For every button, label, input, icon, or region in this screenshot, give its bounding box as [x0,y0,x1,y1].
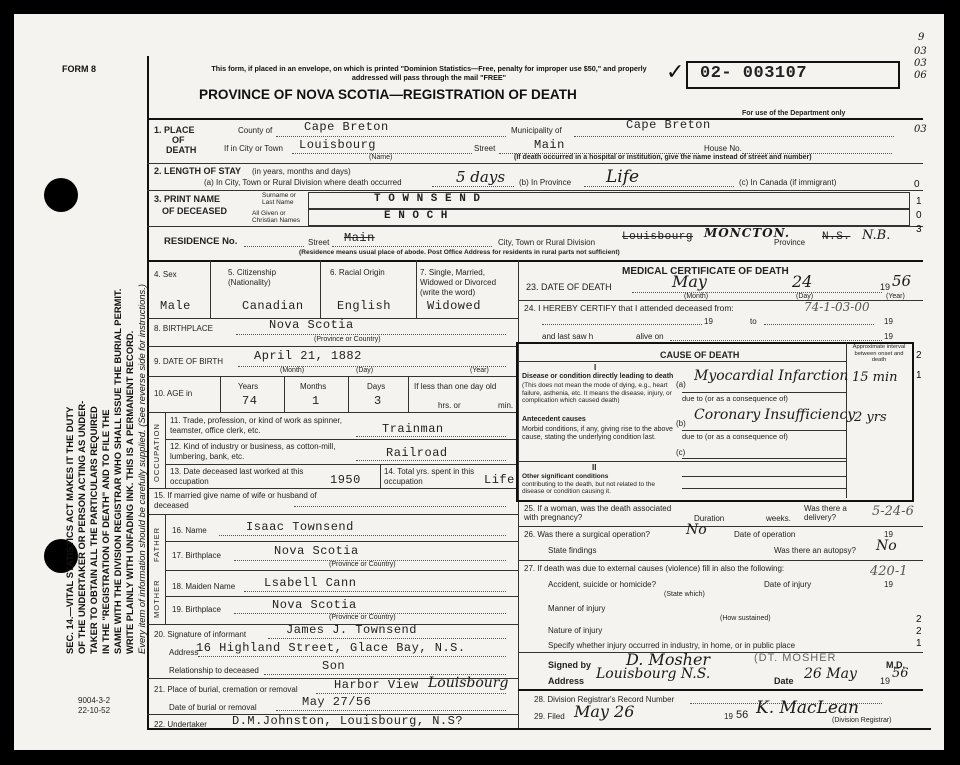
div-13-14 [380,464,381,488]
informant-address-line [198,656,506,657]
trade-line [356,436,506,437]
age-div-4 [408,376,409,412]
citizenship-label: 5. Citizenship (Nationality) [228,268,277,287]
cause-heading: CAUSE OF DEATH [660,350,740,360]
sig-year: 56 [892,666,909,681]
last-worked-label: 13. Date deceased last worked at this occupation [170,467,304,486]
birthplace-value: Nova Scotia [269,318,354,332]
death-day-sub: (Day) [796,293,814,300]
from-year: 19 [704,317,713,326]
margin-code-0b: 0 [916,210,922,221]
relationship-value: Son [322,659,346,673]
div-6-7 [416,260,417,318]
margin-code-06: 06 [914,70,927,81]
margin-code-1b: 1 [916,370,922,381]
residence-label: RESIDENCE No. [164,236,238,247]
stay-province-label: (b) In Province [519,178,572,187]
registrar-label: (Division Registrar) [832,717,892,724]
antecedent-label: Antecedent causes [522,416,586,423]
age-label: 10. AGE in [154,389,193,398]
print-code: 9004-3-2 22-10-52 [78,696,111,715]
rule-12 [165,439,518,440]
rule-registrar [518,689,923,691]
q27-code: 420-1 [870,564,908,579]
occupation-side-divider [165,412,166,488]
sex-value: Male [160,299,191,313]
rule-lower-top [147,260,923,262]
registration-number: 02- 003107 [700,64,808,83]
delivery-label: Was there a delivery? [804,504,847,522]
municipality-line [574,136,894,137]
county-label: County of [238,126,273,135]
given-value: E N O C H [384,210,448,222]
mother-side-label: MOTHER [152,579,161,618]
death-month-sub: (Month) [684,293,709,300]
death-day: 24 [792,272,813,291]
sidebar-line-2: OF THE UNDERTAKER OR PERSON ACTING AS UNDER- [76,400,87,654]
mother-birthplace-label: 19. Birthplace [172,605,221,614]
to-label: to [750,317,757,326]
name-sublabel: (Name) [369,154,393,161]
rule-19 [165,596,518,597]
stay-city-line [432,186,514,187]
father-birthplace-sub: (Province or Country) [329,561,396,568]
print-name-label-2: OF DECEASED [162,206,228,216]
age-months-value: 1 [312,394,320,408]
rule-27 [518,560,923,561]
stay-city-label: (a) In City, Town or Rural Division where death occurred [204,178,402,187]
cause-b-rule [682,430,846,431]
place-label-1: 1. PLACE [154,125,195,135]
autopsy-value: No [876,538,897,554]
father-name-line [219,535,506,536]
margin-code-1c: 1 [916,638,922,649]
disease-label: Disease or condition directly leading to death [522,373,674,380]
rule-11 [147,412,518,413]
age-div-3 [348,376,349,412]
spouse-line [294,506,506,507]
age-years-label: Years [238,382,259,391]
date-of-death-label: 23. DATE OF DEATH [526,282,612,292]
mother-name-line [244,591,506,592]
dob-year-sub: (Year) [470,367,489,374]
death-date-line [632,292,882,293]
part2-rule [518,461,846,462]
place-label-3: DEATH [166,145,197,155]
relationship-label: Relationship to deceased [169,666,259,675]
burial-place-value: Harbor View [334,678,419,692]
mother-name-label: 18. Maiden Name [172,582,236,591]
doctor-signature: D. Mosher [626,650,711,669]
residence-province-value: N.B. [862,228,891,243]
margin-code-2a: 2 [916,350,922,361]
residence-city-struck: Louisbourg [622,231,694,243]
rule-26 [518,526,923,527]
from-line [542,324,702,325]
industry-value: Railroad [386,446,448,460]
mother-birthplace-sub: (Province or Country) [329,614,396,621]
antecedent-note: Morbid conditions, if any, giving rise to the above cause, stating the underlying condition last. [522,426,673,441]
burial-date-value: May 27/56 [302,695,372,709]
informant-signature: James J. Townsend [286,623,417,637]
residence-province-struck: N.S. [822,231,851,243]
mother-name-value: Lsabell Cann [264,576,357,590]
md-label: M.D. [886,660,905,670]
q25-label: 25. If a woman, was the death associated with pregnancy? [524,504,672,522]
other-rule-2 [682,488,846,489]
cause-a-value: Myocardial Infarction [694,368,849,384]
birthplace-line [236,334,506,335]
racial-value: English [337,299,391,313]
sig-year-prefix: 19 [880,676,891,686]
min-label: min. [498,401,514,410]
margin-code-1a: 1 [916,196,922,207]
rule-9 [147,346,518,347]
marital-value: Widowed [427,299,481,313]
stay-canada-label: (c) In Canada (if immigrant) [739,178,837,187]
how-sustained: (How sustained) [720,615,771,622]
medical-heading: MEDICAL CERTIFICATE OF DEATH [622,266,789,277]
div-4-5 [210,260,211,318]
stay-city-value: 5 days [456,168,506,186]
margin-code-2c: 2 [916,626,922,637]
death-registration-form [14,14,944,750]
birthplace-label: 8. BIRTHPLACE [154,324,213,333]
place-label-2: OF [172,135,185,145]
nature-label: Nature of injury [548,626,603,635]
part-1: I [594,363,597,372]
hospital-note: (If death occurred in a hospital or institution, give the name instead of street and number) [514,154,812,161]
other-label: Other significant conditions [522,473,609,480]
residence-street-line [332,246,492,247]
cause-b-value: Coronary Insufficiency [694,407,856,423]
burial-place-line [316,693,506,694]
age-div-2 [284,376,285,412]
cause-c-rule [682,458,846,459]
margin-code-03a: 03 [914,46,927,57]
cause-c-label: (c) [676,448,686,457]
residence-street-value: Main [344,231,375,245]
hrs-label: hrs. or [438,401,461,410]
birthplace-sub: (Province or Country) [314,336,381,343]
interval-label: Approximate interval between onset and death [852,344,906,363]
other-note: contributing to the death, but not related to the disease or condition causing it. [522,481,655,495]
filed-date: May 26 [574,702,635,721]
q28-label: 28. Division Registrar's Record Number [534,695,675,704]
part-2: II [592,463,597,472]
rule-name-top [147,190,923,191]
trade-value: Trainman [382,422,444,436]
form-title: PROVINCE OF NOVA SCOTIA—REGISTRATION OF DEATH [199,87,577,102]
informant-sig-label: 20. Signature of informant [154,630,247,639]
trade-label: 11. Trade, profession, or kind of work as spinner, teamster, office clerk, etc. [170,416,342,435]
father-name-label: 16. Name [172,526,207,535]
alive-line [670,340,882,341]
to-year: 19 [884,317,893,326]
check-mark: ✓ [666,59,685,84]
disease-note: (This does not mean the mode of dying, e.g., heart failure, asthenia, etc. It means the disease, injury, or complication which caused death) [522,382,672,404]
residence-no-line [244,246,304,247]
street-value: Main [534,138,565,152]
state-which: (State which) [664,591,705,598]
stay-province-value: Life [606,167,640,187]
alive-label: alive on [636,332,664,341]
sidebar-line-3: TAKER TO OBTAIN ALL THE PARTICULARS REQUIRED [88,406,99,654]
death-month: May [672,272,707,291]
sig-date: 26 May [804,666,857,682]
death-year: 56 [892,272,912,290]
q25-code: 5-24-6 [872,504,914,519]
age-days-label: Days [367,382,386,391]
sidebar-line-5: SAME WITH THE DIVISION REGISTRAR WHO SHALL ISSUE THE BURIAL PERMIT. [112,288,123,654]
cause-a-rule [682,392,846,393]
sig-address-label: Address [548,676,585,686]
residence-street-label: Street [308,238,330,247]
burial-date-label: Date of burial or removal [169,703,257,712]
rule-18 [165,570,518,571]
rule-16 [147,514,518,515]
margin-code-3: 3 [916,224,922,235]
op-date-label: Date of operation [734,530,796,539]
age-div-1 [220,376,221,412]
q26-value: No [686,522,707,538]
print-name-label-1: 3. PRINT NAME [154,194,221,204]
frame-bottom [147,728,931,730]
undertaker-label: 22. Undertaker [154,720,207,729]
cause-b-label: (b) [676,419,686,428]
filed-year-prefix: 19 [724,712,733,721]
total-years-value: Life [484,473,515,487]
binder-hole-top [44,178,78,212]
certify-code: 74-1-03-00 [804,300,870,314]
dob-value: April 21, 1882 [254,349,362,363]
rule-13 [165,464,518,465]
street-label: Street [474,144,496,153]
death-year-prefix: 19 [880,282,891,292]
burial-place-hand: Louisbourg [428,675,509,691]
total-years-label: 14. Total yrs. spent in this occupation [384,467,475,486]
other-rule-1 [682,476,846,477]
age-months-label: Months [300,382,327,391]
county-line [276,136,506,137]
surname-label: Surname or Last Name [262,192,296,206]
q26-label: 26. Was there a surgical operation? [524,530,650,539]
specify-label: Specify whether injury occurred in industry, in home, or in public place [548,641,796,650]
due-to-b: due to (or as a consequence of) [682,432,788,441]
injury-year: 19 [884,580,893,589]
sidebar-line-6: WRITE PLAINLY WITH UNFADING INK. THIS IS A PERMANENT RECORD. [124,330,135,654]
due-to-a: due to (or as a consequence of) [682,394,788,403]
rule-place-top [147,118,923,120]
house-label: House No. [704,144,742,153]
industry-label: 12. Kind of industry or business, as cotton-mill, lumbering, bank, etc. [170,442,336,461]
residence-city-label: City, Town or Rural Division [498,238,596,247]
form-number: FORM 8 [62,64,97,74]
rule-signed [518,652,923,653]
margin-code-03c: 03 [914,124,927,135]
residence-note: (Residence means usual place of abode. Post Office Address for residents in rural parts not sufficient) [299,249,620,256]
stay-label: 2. LENGTH OF STAY [154,166,242,176]
sidebar-line-7: Every item of information should be carefully supplied. (See reverse side for instructions.) [136,284,147,654]
age-days-value: 3 [374,394,382,408]
q27-label: 27. If death was due to external causes (violence) fill in also the following: [524,564,785,573]
sidebar-line-1: SEC. 14.—VITAL STATISTICS ACT MAKES IT THE DUTY [64,406,75,654]
certify-label: 24. I HEREBY CERTIFY that I attended deceased from: [524,303,734,313]
sidebar-line-4: IN THE "REGISTRATION OF DEATH" AND TO FILE THE [100,409,111,654]
sig-date-label: Date [774,676,794,686]
municipality-value: Cape Breton [626,118,711,132]
rule-15 [147,488,518,489]
rule-stay-top [147,163,923,164]
q29-label: 29. Filed [534,712,565,721]
to-line [764,324,874,325]
surname-value: T O W N S E N D [374,193,481,205]
rule-17 [165,541,518,542]
dept-use-note: For use of the Department only [742,110,846,117]
margin-code-9: 9 [918,32,925,43]
margin-code-0: 0 [914,179,920,190]
informant-address-label: Address [169,648,199,657]
father-birthplace-value: Nova Scotia [274,544,359,558]
dob-label: 9. DATE OF BIRTH [154,357,224,366]
op-year: 19 [884,530,893,539]
doctor-print-name: (DT. MOSHER [754,652,837,664]
county-value: Cape Breton [304,120,389,134]
undertaker-value: D.M.Johnston, Louisbourg, N.S? [232,714,464,728]
industry-line [356,460,506,461]
residence-province-label: Province [774,238,806,247]
city-value: Louisbourg [299,138,377,152]
sig-address: Louisbourg N.S. [596,666,711,682]
cause-heading-rule [518,361,846,362]
last-saw-label: and last saw h [542,332,594,341]
marital-label: 7. Single, Married, Widowed or Divorced (write the word) [420,268,497,297]
father-name-value: Isaac Townsend [246,520,354,534]
postal-note: This form, if placed in an envelope, on which is printed "Dominion Statistics—Free, penalty for improper use $50," and properly addressed will pass through the mail "FREE" [211,64,647,82]
stay-sublabel: (in years, months and days) [252,167,351,176]
manner-label: Manner of injury [548,604,606,613]
spouse-label: 15. If married give name of wife or husband of deceased [154,491,317,510]
cause-a-label: (a) [676,380,686,389]
weeks-label: weeks. [766,514,791,523]
informant-address: 16 Highland Street, Glace Bay, N.S. [196,641,466,655]
municipality-label: Municipality of [511,126,562,135]
accident-label: Accident, suicide or homicide? [548,580,657,589]
cause-a-interval: 15 min [852,370,898,385]
sex-label: 4. Sex [154,270,177,279]
dob-month-sub: (Month) [280,367,305,374]
parents-side-divider [165,514,166,624]
racial-label: 6. Racial Origin [330,268,385,277]
signed-label: Signed by [548,660,592,670]
father-side-label: FATHER [152,526,161,562]
last-worked-value: 1950 [330,473,361,487]
sidebar-instructions [64,284,148,654]
stay-province-line [584,186,734,187]
dob-day-sub: (Day) [356,367,374,374]
city-label: If in City or Town [224,144,283,153]
informant-sig-line [268,638,506,639]
citizenship-value: Canadian [242,299,304,313]
occupation-side-label: OCCUPATION [152,423,161,482]
residence-city-value: MONCTON. [704,226,791,240]
state-findings-label: State findings [548,546,597,555]
father-birthplace-label: 17. Birthplace [172,551,221,560]
injury-date-label: Date of injury [764,580,812,589]
age-years-value: 74 [242,394,258,408]
margin-code-03b: 03 [914,58,927,69]
duration-label: Duration [694,514,725,523]
autopsy-label: Was there an autopsy? [774,546,856,555]
cause-b-interval: 2 yrs [854,410,887,425]
alive-year: 19 [884,332,893,341]
margin-code-2b: 2 [916,614,922,625]
burial-date-line [276,710,506,711]
mother-birthplace-value: Nova Scotia [272,598,357,612]
burial-place-label: 21. Place of burial, cremation or removal [154,685,298,694]
registrar-signature: K. MacLean [756,698,860,718]
death-year-sub: (Year) [886,293,905,300]
filed-year: 56 [736,709,749,721]
given-label: All Given or Christian Names [252,210,301,224]
rule-residence-top [147,226,923,227]
frame-left [147,56,149,728]
less-day-label: If less than one day old [414,382,497,391]
rule-10 [147,376,518,377]
div-5-6 [320,260,321,318]
